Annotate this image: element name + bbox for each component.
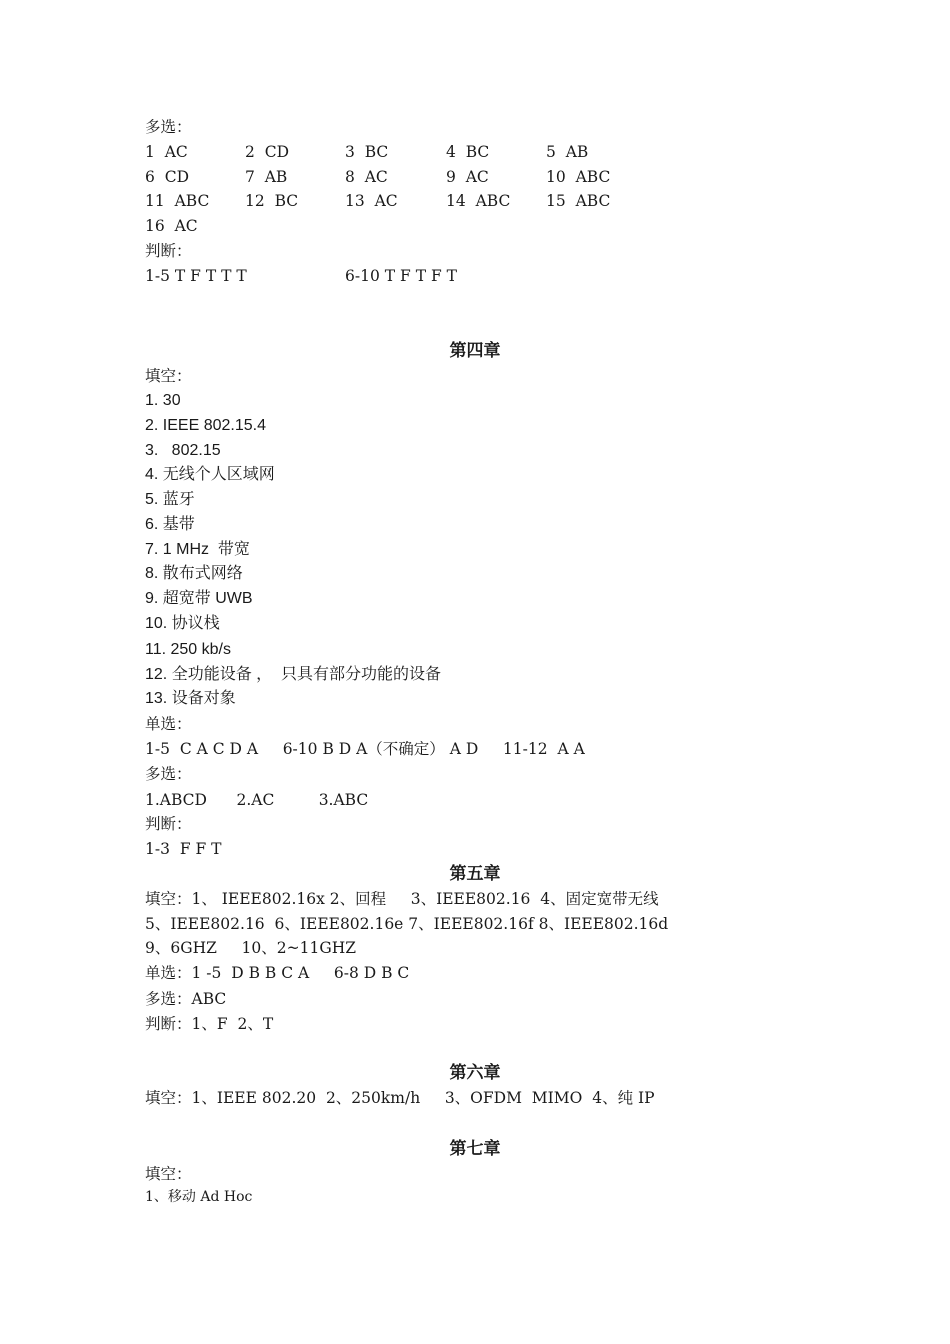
ch4-fill-item: 11. 250 kb/s <box>145 641 231 658</box>
answer-cell: 4 BC <box>446 143 490 161</box>
ch4-single-label: 单选： <box>145 715 192 733</box>
ch4-multi-label: 多选： <box>145 765 192 783</box>
ch4-judge-answers: 1-3 F F T <box>145 840 222 858</box>
ch4-single-answers: 1-5 C A C D A 6-10 B D A（不确定） A D 11-12 A A <box>145 740 585 758</box>
ch3-judge-label: 判断： <box>145 242 192 260</box>
answer-cell: 8 AC <box>345 168 388 186</box>
ch5-multi-answers: 多选：ABC <box>145 990 227 1008</box>
ch5-line: 5、IEEE802.16 6、IEEE802.16e 7、IEEE802.16f 8、IEEE802.16d <box>145 915 669 933</box>
ch3-judge-answers-2: 6-10 T F T F T <box>345 267 457 285</box>
ch4-fill-item: 13. 设备对象 <box>145 690 236 707</box>
ch4-fill-item: 1. 30 <box>145 392 181 409</box>
answer-cell: 9 AC <box>446 168 489 186</box>
ch7-fill-label: 填空： <box>145 1165 192 1183</box>
answer-cell: 14 ABC <box>446 192 511 210</box>
ch4-fill-item: 8. 散布式网络 <box>145 565 243 582</box>
answer-cell: 15 ABC <box>546 192 611 210</box>
ch4-fill-label: 填空： <box>145 367 192 385</box>
ch4-fill-item: 6. 基带 <box>145 516 195 533</box>
answer-cell: 11 ABC <box>145 192 210 210</box>
chapter-4-title: 第四章 <box>449 341 501 361</box>
ch4-fill-item: 10. 协议栈 <box>145 615 220 632</box>
chapter-7-title: 第七章 <box>449 1139 501 1159</box>
ch3-judge-answers-1: 1-5 T F T T T <box>145 267 247 285</box>
answer-cell: 16 AC <box>145 217 198 235</box>
ch4-fill-item: 5. 蓝牙 <box>145 491 195 508</box>
ch7-fill-item: 1、移动 Ad Hoc <box>145 1189 253 1205</box>
ch4-fill-item: 7. 1 MHz 带宽 <box>145 541 250 558</box>
answer-cell: 2 CD <box>245 143 290 161</box>
answer-cell: 5 AB <box>546 143 589 161</box>
answer-cell: 7 AB <box>245 168 288 186</box>
answer-cell: 13 AC <box>345 192 398 210</box>
answer-cell: 12 BC <box>245 192 299 210</box>
ch4-fill-item: 12. 全功能设备 ， 只具有部分功能的设备 <box>145 666 442 683</box>
ch4-fill-item: 4. 无线个人区域网 <box>145 466 275 483</box>
ch4-multi-answers: 1.ABCD 2.AC 3.ABC <box>145 791 369 809</box>
answer-cell: 10 ABC <box>546 168 611 186</box>
ch4-fill-item: 9. 超宽带 UWB <box>145 590 253 607</box>
ch6-fill-answers: 填空：1、IEEE 802.20 2、250km/h 3、OFDM MIMO 4、纯 IP <box>145 1089 655 1107</box>
answer-cell: 1 AC <box>145 143 188 161</box>
ch4-judge-label: 判断： <box>145 815 192 833</box>
ch4-fill-item: 3. 802.15 <box>145 442 221 459</box>
ch5-line: 9、6GHZ 10、2~11GHZ <box>145 939 356 957</box>
answer-cell: 6 CD <box>145 168 190 186</box>
ch5-single-answers: 单选：1 -5 D B B C A 6-8 D B C <box>145 964 410 982</box>
ch3-multi-label: 多选： <box>145 118 192 136</box>
ch4-fill-item: 2. IEEE 802.15.4 <box>145 417 266 434</box>
answer-cell: 3 BC <box>345 143 389 161</box>
ch5-line: 填空：1、 IEEE802.16x 2、回程 3、IEEE802.16 4、固定宽带无线 <box>145 890 659 908</box>
chapter-5-title: 第五章 <box>449 864 501 884</box>
ch5-judge-answers: 判断：1、F 2、T <box>145 1015 274 1033</box>
chapter-6-title: 第六章 <box>449 1063 501 1083</box>
